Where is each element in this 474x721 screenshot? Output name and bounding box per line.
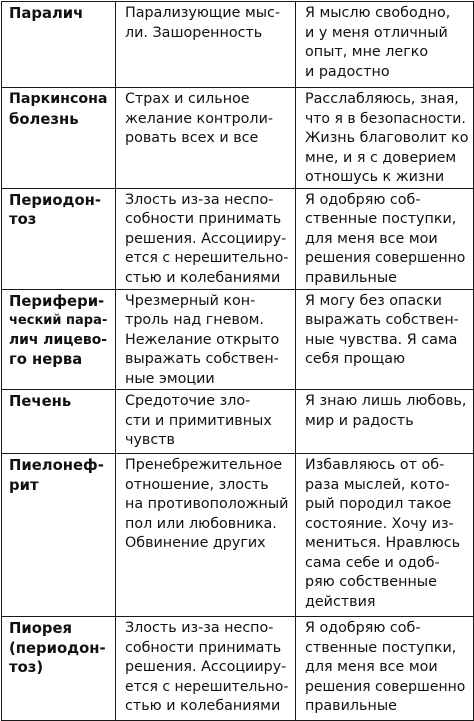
affirmation-text: Я одобряю соб- xyxy=(305,620,421,636)
condition-text: го нерва xyxy=(9,351,83,368)
cause-text: собности принимать xyxy=(125,211,282,227)
cause-text: решения. Ассоцииру- xyxy=(125,659,287,675)
affirmation-text: мениться. Нравлюсь xyxy=(305,535,460,551)
condition-cell xyxy=(2,88,116,189)
affirmation-text: правильные xyxy=(305,698,397,714)
table-row xyxy=(2,454,474,617)
affirmation-text: решения совершенно xyxy=(305,678,466,695)
cause-text: Нежелание открыто xyxy=(125,331,280,348)
condition-text: ческий пара- xyxy=(9,313,108,328)
condition-text: Пиелонеф- xyxy=(9,457,104,474)
cause-text: ется с нерешительно- xyxy=(125,250,289,266)
condition-text: Печень xyxy=(9,393,72,410)
symptom-table xyxy=(1,1,474,721)
affirmation-cell xyxy=(296,617,474,721)
cause-text: Злость из-за неспо- xyxy=(125,620,274,636)
cause-text: троль над гневом. xyxy=(125,312,264,328)
condition-text: болезнь xyxy=(9,110,79,128)
cause-text: чувств xyxy=(125,432,175,448)
condition-text: Перифери- xyxy=(9,292,105,310)
affirmation-text: мне, и я с доверием xyxy=(305,149,457,166)
condition-text: Периодон- xyxy=(9,191,102,209)
affirmation-text: Жизнь благоволит ко xyxy=(305,130,469,146)
cause-text: стью и колебаниями xyxy=(125,269,281,286)
affirmation-text: для меня все мои xyxy=(305,659,438,675)
cause-text: Средоточие зло- xyxy=(125,393,251,409)
cause-text: ровать всех и все xyxy=(125,130,259,146)
symptom-table-body xyxy=(2,2,474,721)
affirmation-cell xyxy=(296,2,474,88)
table-row xyxy=(2,188,474,289)
cause-text: Пренебрежительное xyxy=(125,457,283,473)
cause-text: сти и примитивных xyxy=(125,412,272,429)
affirmation-text: состояние. Хочу из- xyxy=(305,515,454,532)
table-row xyxy=(2,289,474,390)
condition-text: лич лицево- xyxy=(9,331,108,348)
affirmation-text: и у меня отличный xyxy=(305,24,448,41)
condition-text: Паркинсона xyxy=(9,91,108,107)
affirmation-text: выражать собствен- xyxy=(305,312,459,328)
cause-cell xyxy=(116,88,296,189)
affirmation-text: ные чувства. Я сама xyxy=(305,331,458,348)
affirmation-cell xyxy=(296,454,474,617)
affirmation-text: решения совершенно xyxy=(305,250,466,266)
condition-cell xyxy=(2,454,116,617)
cause-text: пол или любовника. xyxy=(125,515,277,532)
cause-text: ется с нерешительно- xyxy=(125,678,289,695)
table-row xyxy=(2,390,474,454)
cause-cell xyxy=(116,289,296,390)
affirmation-text: Я одобряю соб- xyxy=(305,191,421,208)
cause-text: ные эмоции xyxy=(125,370,215,387)
condition-cell xyxy=(2,617,116,721)
cause-text: ли. Зашоренность xyxy=(125,24,263,41)
affirmation-text: себя прощаю xyxy=(305,351,406,367)
affirmation-text: ственные поступки, xyxy=(305,211,457,227)
affirmation-cell xyxy=(296,390,474,454)
affirmation-text: сама себе и одоб- xyxy=(305,554,440,571)
condition-text: рит xyxy=(9,476,39,494)
condition-cell xyxy=(2,289,116,390)
affirmation-text: раза мыслей, кото- xyxy=(305,476,450,493)
affirmation-text: Я знаю лишь любовь, xyxy=(305,393,467,409)
table-row xyxy=(2,2,474,88)
condition-cell xyxy=(2,390,116,454)
affirmation-cell xyxy=(296,188,474,289)
cause-cell xyxy=(116,617,296,721)
cause-text: выражать собствен- xyxy=(125,351,279,367)
affirmation-text: опыт, мне легко xyxy=(305,44,429,60)
affirmation-text: ственные поступки, xyxy=(305,639,457,656)
cause-text: Злость из-за неспо- xyxy=(125,191,274,208)
cause-text: Страх и сильное xyxy=(125,91,250,107)
affirmation-text: Я могу без опаски xyxy=(305,292,442,309)
cause-text: стью и колебаниями xyxy=(125,698,281,714)
cause-text: решения. Ассоцииру- xyxy=(125,230,287,247)
condition-text: тоз) xyxy=(9,659,44,676)
cause-text: отношение, злость xyxy=(125,476,269,493)
affirmation-text: для меня все мои xyxy=(305,230,438,247)
affirmation-text: ряю собственные xyxy=(305,574,437,590)
condition-text: Пиорея xyxy=(9,620,73,637)
condition-text: тоз xyxy=(9,211,37,228)
affirmation-text: Избавляюсь от об- xyxy=(305,457,445,473)
affirmation-text: действия xyxy=(305,593,376,610)
affirmation-cell xyxy=(296,289,474,390)
cause-text: Чрезмерный кон- xyxy=(125,292,256,309)
affirmation-cell xyxy=(296,88,474,189)
cause-cell xyxy=(116,2,296,88)
cause-text: Парализующие мыс- xyxy=(125,5,281,21)
affirmation-text: и радостно xyxy=(305,63,390,80)
condition-text: Паралич xyxy=(9,5,84,22)
affirmation-text: Расслабляюсь, зная, xyxy=(305,91,459,107)
cause-cell xyxy=(116,390,296,454)
table-row xyxy=(2,88,474,189)
affirmation-text: Я мыслю свободно, xyxy=(305,5,451,21)
affirmation-text: мир и радость xyxy=(305,412,414,429)
affirmation-text: рый породил такое xyxy=(305,496,452,512)
affirmation-text: отношусь к жизни xyxy=(305,169,445,185)
cause-cell xyxy=(116,188,296,289)
cause-cell xyxy=(116,454,296,617)
condition-cell xyxy=(2,2,116,88)
condition-cell xyxy=(2,188,116,289)
table-row xyxy=(2,617,474,721)
condition-text: (периодон- xyxy=(9,639,106,657)
cause-text: желание контроли- xyxy=(125,110,274,127)
affirmation-text: правильные xyxy=(305,269,397,286)
cause-text: собности принимать xyxy=(125,639,282,656)
affirmation-text: что я в безопасности. xyxy=(305,110,466,127)
cause-text: на противоположный xyxy=(125,496,289,512)
cause-text: Обвинение других xyxy=(125,535,266,551)
